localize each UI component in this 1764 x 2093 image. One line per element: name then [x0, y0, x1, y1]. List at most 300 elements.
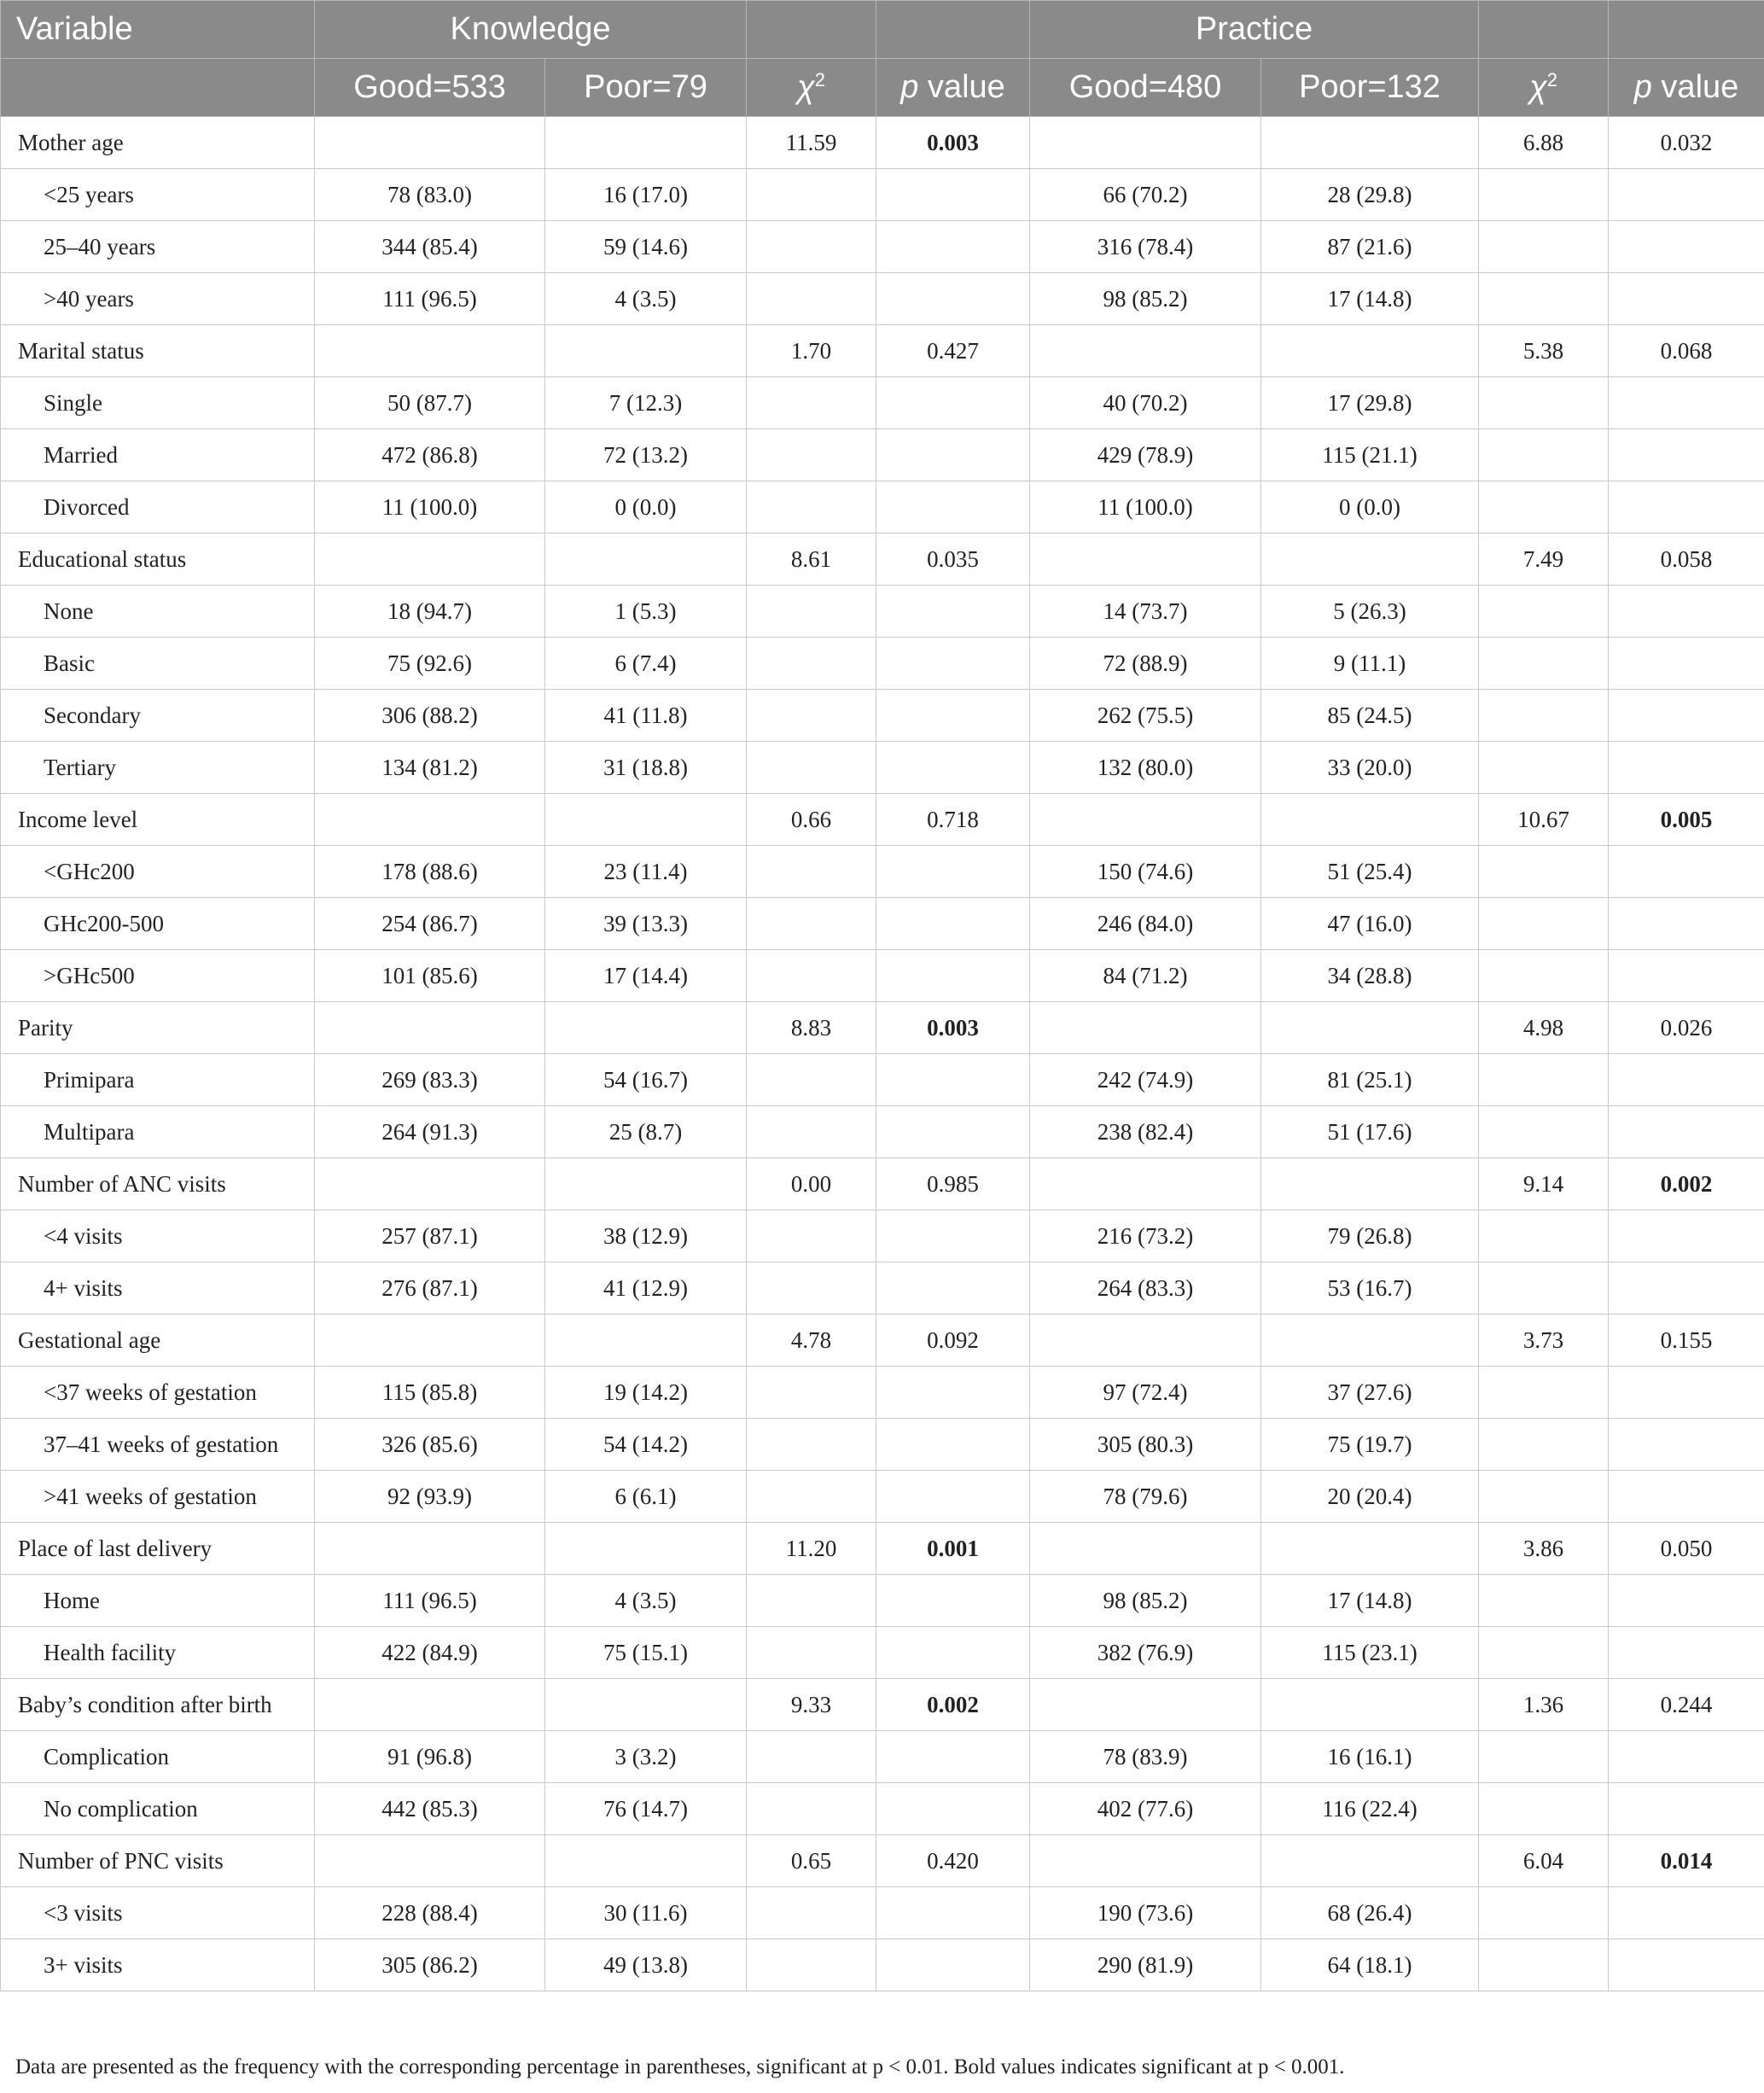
empty-cell — [876, 846, 1030, 898]
empty-cell — [315, 1679, 545, 1731]
empty-cell — [1609, 1939, 1764, 1991]
variable-row — [1, 1158, 1764, 1210]
header-practice: Practice — [1030, 1, 1479, 59]
empty-cell — [876, 1367, 1030, 1419]
empty-cell — [1609, 950, 1764, 1002]
practice-chi-square: 7.49 — [1479, 533, 1609, 586]
practice-good-cell: 382 (76.9) — [1030, 1627, 1261, 1679]
empty-cell — [1479, 690, 1609, 742]
empty-cell — [315, 1835, 545, 1887]
empty-cell — [1479, 1419, 1609, 1471]
knowledge-poor-cell: 19 (14.2) — [545, 1367, 747, 1419]
knowledge-poor-cell: 3 (3.2) — [545, 1731, 747, 1783]
empty-cell — [545, 533, 747, 586]
knowledge-good-cell: 228 (88.4) — [315, 1887, 545, 1939]
category-label: >41 weeks of gestation — [1, 1471, 315, 1523]
empty-cell — [876, 742, 1030, 794]
category-row — [1, 846, 1764, 898]
empty-cell — [315, 117, 545, 169]
empty-cell — [876, 1210, 1030, 1262]
category-row — [1, 742, 1764, 794]
empty-cell — [747, 1262, 876, 1315]
category-label: GHc200-500 — [1, 898, 315, 950]
empty-cell — [876, 377, 1030, 429]
category-label: No complication — [1, 1783, 315, 1835]
empty-cell — [1609, 1887, 1764, 1939]
empty-cell — [1261, 1523, 1479, 1575]
practice-poor-cell: 115 (23.1) — [1261, 1627, 1479, 1679]
empty-cell — [876, 1054, 1030, 1106]
knowledge-good-cell: 134 (81.2) — [315, 742, 545, 794]
empty-cell — [1030, 533, 1261, 586]
variable-row — [1, 1002, 1764, 1054]
knowledge-poor-cell: 25 (8.7) — [545, 1106, 747, 1158]
empty-cell — [1030, 1158, 1261, 1210]
variable-label: Baby’s condition after birth — [1, 1679, 315, 1731]
empty-cell — [747, 950, 876, 1002]
practice-poor-cell: 0 (0.0) — [1261, 481, 1479, 533]
empty-cell — [747, 742, 876, 794]
empty-cell — [545, 1158, 747, 1210]
empty-cell — [1609, 1471, 1764, 1523]
empty-cell — [1261, 1835, 1479, 1887]
category-row — [1, 638, 1764, 690]
practice-p-value: 0.155 — [1609, 1315, 1764, 1367]
category-row — [1, 1471, 1764, 1523]
empty-cell — [747, 586, 876, 638]
empty-cell — [1479, 1210, 1609, 1262]
empty-cell — [545, 794, 747, 846]
header-practice-poor: Poor=132 — [1261, 59, 1479, 117]
category-row — [1, 1887, 1764, 1939]
empty-cell — [747, 1887, 876, 1939]
knowledge-good-cell: 92 (93.9) — [315, 1471, 545, 1523]
practice-good-cell: 190 (73.6) — [1030, 1887, 1261, 1939]
empty-cell — [876, 950, 1030, 1002]
category-row — [1, 221, 1764, 273]
category-label: <37 weeks of gestation — [1, 1367, 315, 1419]
empty-cell — [315, 1158, 545, 1210]
category-label: Tertiary — [1, 742, 315, 794]
empty-cell — [747, 1471, 876, 1523]
empty-cell — [1479, 1627, 1609, 1679]
practice-p-value: 0.002 — [1609, 1158, 1764, 1210]
knowledge-chi-square: 1.70 — [747, 325, 876, 377]
knowledge-poor-cell: 0 (0.0) — [545, 481, 747, 533]
empty-cell — [1030, 1835, 1261, 1887]
practice-good-cell: 305 (80.3) — [1030, 1419, 1261, 1471]
practice-p-value: 0.058 — [1609, 533, 1764, 586]
practice-good-cell: 429 (78.9) — [1030, 429, 1261, 481]
empty-cell — [1609, 638, 1764, 690]
practice-good-cell: 150 (74.6) — [1030, 846, 1261, 898]
knowledge-poor-cell: 6 (7.4) — [545, 638, 747, 690]
empty-cell — [747, 481, 876, 533]
variable-label: Marital status — [1, 325, 315, 377]
header-knowledge-p-value: p value — [876, 59, 1030, 117]
category-row — [1, 169, 1764, 221]
empty-cell — [1609, 1367, 1764, 1419]
empty-cell — [1479, 1939, 1609, 1991]
empty-cell — [1609, 1419, 1764, 1471]
practice-p-value: 0.014 — [1609, 1835, 1764, 1887]
knowledge-good-cell: 442 (85.3) — [315, 1783, 545, 1835]
variable-row — [1, 1315, 1764, 1367]
knowledge-chi-square: 11.59 — [747, 117, 876, 169]
practice-good-cell: 84 (71.2) — [1030, 950, 1261, 1002]
empty-cell — [1479, 586, 1609, 638]
variable-row — [1, 533, 1764, 586]
empty-cell — [1609, 429, 1764, 481]
empty-cell — [876, 1627, 1030, 1679]
empty-cell — [1479, 638, 1609, 690]
knowledge-poor-cell: 6 (6.1) — [545, 1471, 747, 1523]
empty-cell — [1609, 1627, 1764, 1679]
practice-p-value: 0.026 — [1609, 1002, 1764, 1054]
knowledge-good-cell: 257 (87.1) — [315, 1210, 545, 1262]
practice-good-cell: 97 (72.4) — [1030, 1367, 1261, 1419]
empty-cell — [1479, 742, 1609, 794]
knowledge-p-value: 0.985 — [876, 1158, 1030, 1210]
knowledge-good-cell: 115 (85.8) — [315, 1367, 545, 1419]
header-knowledge-poor: Poor=79 — [545, 59, 747, 117]
empty-cell — [747, 1783, 876, 1835]
empty-cell — [876, 1887, 1030, 1939]
empty-cell — [1479, 898, 1609, 950]
empty-cell — [747, 1627, 876, 1679]
header-knowledge-chi-square: $\chi^2$ — [747, 59, 876, 117]
practice-poor-cell: 16 (16.1) — [1261, 1731, 1479, 1783]
knowledge-p-value: 0.002 — [876, 1679, 1030, 1731]
empty-cell — [747, 221, 876, 273]
category-label: <GHc200 — [1, 846, 315, 898]
empty-cell — [545, 117, 747, 169]
empty-cell — [876, 898, 1030, 950]
practice-poor-cell: 64 (18.1) — [1261, 1939, 1479, 1991]
variable-label: Mother age — [1, 117, 315, 169]
category-label: 37–41 weeks of gestation — [1, 1419, 315, 1471]
empty-cell — [747, 638, 876, 690]
category-label: Divorced — [1, 481, 315, 533]
knowledge-p-value: 0.420 — [876, 1835, 1030, 1887]
empty-cell — [1030, 325, 1261, 377]
category-row — [1, 273, 1764, 325]
empty-cell — [1261, 1158, 1479, 1210]
knowledge-good-cell: 18 (94.7) — [315, 586, 545, 638]
footnote: Data are presented as the frequency with the corresponding percentage in parentheses, significant at p < 0.01. Bold values indicates significant at p < 0.001. — [15, 2055, 1345, 2078]
empty-cell — [876, 586, 1030, 638]
category-row — [1, 1054, 1764, 1106]
practice-poor-cell: 51 (25.4) — [1261, 846, 1479, 898]
category-label: 4+ visits — [1, 1262, 315, 1315]
empty-cell — [876, 638, 1030, 690]
empty-cell — [1030, 1523, 1261, 1575]
variable-label: Gestational age — [1, 1315, 315, 1367]
category-row — [1, 1419, 1764, 1471]
practice-poor-cell: 75 (19.7) — [1261, 1419, 1479, 1471]
practice-poor-cell: 9 (11.1) — [1261, 638, 1479, 690]
knowledge-poor-cell: 72 (13.2) — [545, 429, 747, 481]
empty-cell — [876, 273, 1030, 325]
category-row — [1, 1627, 1764, 1679]
knowledge-p-value: 0.003 — [876, 1002, 1030, 1054]
header-empty — [1479, 1, 1609, 59]
practice-p-value: 0.050 — [1609, 1523, 1764, 1575]
knowledge-good-cell: 472 (86.8) — [315, 429, 545, 481]
category-label: Multipara — [1, 1106, 315, 1158]
practice-chi-square: 5.38 — [1479, 325, 1609, 377]
practice-chi-square: 3.73 — [1479, 1315, 1609, 1367]
header-empty — [1609, 1, 1764, 59]
empty-cell — [315, 533, 545, 586]
practice-good-cell: 242 (74.9) — [1030, 1054, 1261, 1106]
practice-poor-cell: 33 (20.0) — [1261, 742, 1479, 794]
header-empty — [1, 59, 315, 117]
variable-label: Income level — [1, 794, 315, 846]
empty-cell — [1609, 1054, 1764, 1106]
knowledge-poor-cell: 1 (5.3) — [545, 586, 747, 638]
header-empty — [747, 1, 876, 59]
empty-cell — [1261, 1679, 1479, 1731]
practice-chi-square: 9.14 — [1479, 1158, 1609, 1210]
practice-chi-square: 6.04 — [1479, 1835, 1609, 1887]
empty-cell — [1479, 950, 1609, 1002]
knowledge-good-cell: 344 (85.4) — [315, 221, 545, 273]
knowledge-poor-cell: 17 (14.4) — [545, 950, 747, 1002]
empty-cell — [1609, 690, 1764, 742]
empty-cell — [1479, 1575, 1609, 1627]
knowledge-good-cell: 178 (88.6) — [315, 846, 545, 898]
variable-label: Number of PNC visits — [1, 1835, 315, 1887]
practice-good-cell: 132 (80.0) — [1030, 742, 1261, 794]
knowledge-poor-cell: 23 (11.4) — [545, 846, 747, 898]
practice-chi-square: 3.86 — [1479, 1523, 1609, 1575]
header-practice-good: Good=480 — [1030, 59, 1261, 117]
knowledge-good-cell: 50 (87.7) — [315, 377, 545, 429]
category-label: 3+ visits — [1, 1939, 315, 1991]
category-row — [1, 377, 1764, 429]
category-row — [1, 1575, 1764, 1627]
empty-cell — [1261, 794, 1479, 846]
knowledge-poor-cell: 54 (14.2) — [545, 1419, 747, 1471]
empty-cell — [1479, 1783, 1609, 1835]
practice-poor-cell: 85 (24.5) — [1261, 690, 1479, 742]
variable-row — [1, 1835, 1764, 1887]
practice-poor-cell: 51 (17.6) — [1261, 1106, 1479, 1158]
empty-cell — [876, 169, 1030, 221]
empty-cell — [876, 690, 1030, 742]
empty-cell — [747, 429, 876, 481]
knowledge-poor-cell: 54 (16.7) — [545, 1054, 747, 1106]
practice-good-cell: 402 (77.6) — [1030, 1783, 1261, 1835]
empty-cell — [876, 1731, 1030, 1783]
category-label: Primipara — [1, 1054, 315, 1106]
empty-cell — [747, 898, 876, 950]
empty-cell — [545, 325, 747, 377]
practice-chi-square: 1.36 — [1479, 1679, 1609, 1731]
empty-cell — [315, 794, 545, 846]
empty-cell — [1609, 1262, 1764, 1315]
empty-cell — [1609, 1210, 1764, 1262]
empty-cell — [545, 1523, 747, 1575]
empty-cell — [1609, 1783, 1764, 1835]
empty-cell — [747, 690, 876, 742]
practice-good-cell: 290 (81.9) — [1030, 1939, 1261, 1991]
knowledge-good-cell: 78 (83.0) — [315, 169, 545, 221]
empty-cell — [876, 481, 1030, 533]
practice-good-cell: 98 (85.2) — [1030, 273, 1261, 325]
empty-cell — [1609, 273, 1764, 325]
empty-cell — [545, 1315, 747, 1367]
empty-cell — [1479, 169, 1609, 221]
category-row — [1, 950, 1764, 1002]
knowledge-p-value: 0.718 — [876, 794, 1030, 846]
empty-cell — [1609, 846, 1764, 898]
empty-cell — [1609, 169, 1764, 221]
knowledge-poor-cell: 4 (3.5) — [545, 1575, 747, 1627]
category-label: None — [1, 586, 315, 638]
header-knowledge: Knowledge — [315, 1, 747, 59]
category-row — [1, 1262, 1764, 1315]
category-label: <3 visits — [1, 1887, 315, 1939]
variable-label: Parity — [1, 1002, 315, 1054]
knowledge-p-value: 0.035 — [876, 533, 1030, 586]
practice-good-cell: 14 (73.7) — [1030, 586, 1261, 638]
knowledge-good-cell: 91 (96.8) — [315, 1731, 545, 1783]
practice-p-value: 0.032 — [1609, 117, 1764, 169]
knowledge-chi-square: 0.00 — [747, 1158, 876, 1210]
practice-good-cell: 246 (84.0) — [1030, 898, 1261, 950]
empty-cell — [747, 1731, 876, 1783]
practice-good-cell: 78 (79.6) — [1030, 1471, 1261, 1523]
empty-cell — [1609, 377, 1764, 429]
knowledge-p-value: 0.092 — [876, 1315, 1030, 1367]
knowledge-poor-cell: 59 (14.6) — [545, 221, 747, 273]
empty-cell — [1609, 742, 1764, 794]
category-label: 25–40 years — [1, 221, 315, 273]
empty-cell — [1479, 273, 1609, 325]
knowledge-poor-cell: 31 (18.8) — [545, 742, 747, 794]
practice-chi-square: 10.67 — [1479, 794, 1609, 846]
empty-cell — [1609, 586, 1764, 638]
empty-cell — [1479, 1471, 1609, 1523]
practice-good-cell: 316 (78.4) — [1030, 221, 1261, 273]
category-row — [1, 1367, 1764, 1419]
practice-poor-cell: 79 (26.8) — [1261, 1210, 1479, 1262]
category-row — [1, 586, 1764, 638]
header-row-1 — [1, 1, 1764, 59]
empty-cell — [1479, 1262, 1609, 1315]
empty-cell — [545, 1835, 747, 1887]
empty-cell — [747, 1106, 876, 1158]
practice-poor-cell: 34 (28.8) — [1261, 950, 1479, 1002]
category-label: >GHc500 — [1, 950, 315, 1002]
empty-cell — [876, 1262, 1030, 1315]
practice-poor-cell: 17 (14.8) — [1261, 273, 1479, 325]
empty-cell — [1030, 1679, 1261, 1731]
knowledge-good-cell: 264 (91.3) — [315, 1106, 545, 1158]
empty-cell — [876, 1783, 1030, 1835]
empty-cell — [1609, 1106, 1764, 1158]
empty-cell — [1030, 1315, 1261, 1367]
empty-cell — [1479, 1367, 1609, 1419]
practice-poor-cell: 5 (26.3) — [1261, 586, 1479, 638]
practice-poor-cell: 37 (27.6) — [1261, 1367, 1479, 1419]
empty-cell — [1261, 533, 1479, 586]
category-row — [1, 690, 1764, 742]
practice-poor-cell: 81 (25.1) — [1261, 1054, 1479, 1106]
knowledge-good-cell: 269 (83.3) — [315, 1054, 545, 1106]
knowledge-good-cell: 326 (85.6) — [315, 1419, 545, 1471]
practice-poor-cell: 116 (22.4) — [1261, 1783, 1479, 1835]
table-body — [1, 117, 1764, 1991]
knowledge-p-value: 0.427 — [876, 325, 1030, 377]
header-variable: Variable — [1, 1, 315, 59]
knowledge-good-cell: 276 (87.1) — [315, 1262, 545, 1315]
knowledge-poor-cell: 30 (11.6) — [545, 1887, 747, 1939]
empty-cell — [1479, 429, 1609, 481]
category-row — [1, 1939, 1764, 1991]
practice-poor-cell: 87 (21.6) — [1261, 221, 1479, 273]
category-label: Secondary — [1, 690, 315, 742]
knowledge-p-value: 0.003 — [876, 117, 1030, 169]
practice-poor-cell: 17 (29.8) — [1261, 377, 1479, 429]
header-practice-p-value: p value — [1609, 59, 1764, 117]
category-label: <4 visits — [1, 1210, 315, 1262]
empty-cell — [876, 1939, 1030, 1991]
empty-cell — [876, 221, 1030, 273]
empty-cell — [1609, 481, 1764, 533]
practice-poor-cell: 53 (16.7) — [1261, 1262, 1479, 1315]
empty-cell — [876, 1575, 1030, 1627]
knowledge-good-cell: 305 (86.2) — [315, 1939, 545, 1991]
practice-chi-square: 4.98 — [1479, 1002, 1609, 1054]
practice-poor-cell: 115 (21.1) — [1261, 429, 1479, 481]
header-empty — [876, 1, 1030, 59]
empty-cell — [1261, 1315, 1479, 1367]
practice-good-cell: 264 (83.3) — [1030, 1262, 1261, 1315]
variable-row — [1, 117, 1764, 169]
knowledge-good-cell: 75 (92.6) — [315, 638, 545, 690]
header-practice-chi-square: $\chi^2$ — [1479, 59, 1609, 117]
knowledge-good-cell: 422 (84.9) — [315, 1627, 545, 1679]
knowledge-poor-cell: 4 (3.5) — [545, 273, 747, 325]
practice-poor-cell: 47 (16.0) — [1261, 898, 1479, 950]
category-label: Married — [1, 429, 315, 481]
category-label: Home — [1, 1575, 315, 1627]
empty-cell — [1261, 1002, 1479, 1054]
knowledge-poor-cell: 41 (11.8) — [545, 690, 747, 742]
knowledge-poor-cell: 38 (12.9) — [545, 1210, 747, 1262]
knowledge-chi-square: 4.78 — [747, 1315, 876, 1367]
variable-label: Educational status — [1, 533, 315, 586]
empty-cell — [747, 273, 876, 325]
empty-cell — [876, 429, 1030, 481]
knowledge-chi-square: 0.65 — [747, 1835, 876, 1887]
variable-label: Place of last delivery — [1, 1523, 315, 1575]
category-row — [1, 1106, 1764, 1158]
practice-poor-cell: 20 (20.4) — [1261, 1471, 1479, 1523]
knowledge-chi-square: 9.33 — [747, 1679, 876, 1731]
category-row — [1, 481, 1764, 533]
knowledge-chi-square: 0.66 — [747, 794, 876, 846]
practice-good-cell: 11 (100.0) — [1030, 481, 1261, 533]
empty-cell — [1479, 1054, 1609, 1106]
knowledge-good-cell: 101 (85.6) — [315, 950, 545, 1002]
practice-good-cell: 238 (82.4) — [1030, 1106, 1261, 1158]
category-row — [1, 1783, 1764, 1835]
empty-cell — [1479, 221, 1609, 273]
